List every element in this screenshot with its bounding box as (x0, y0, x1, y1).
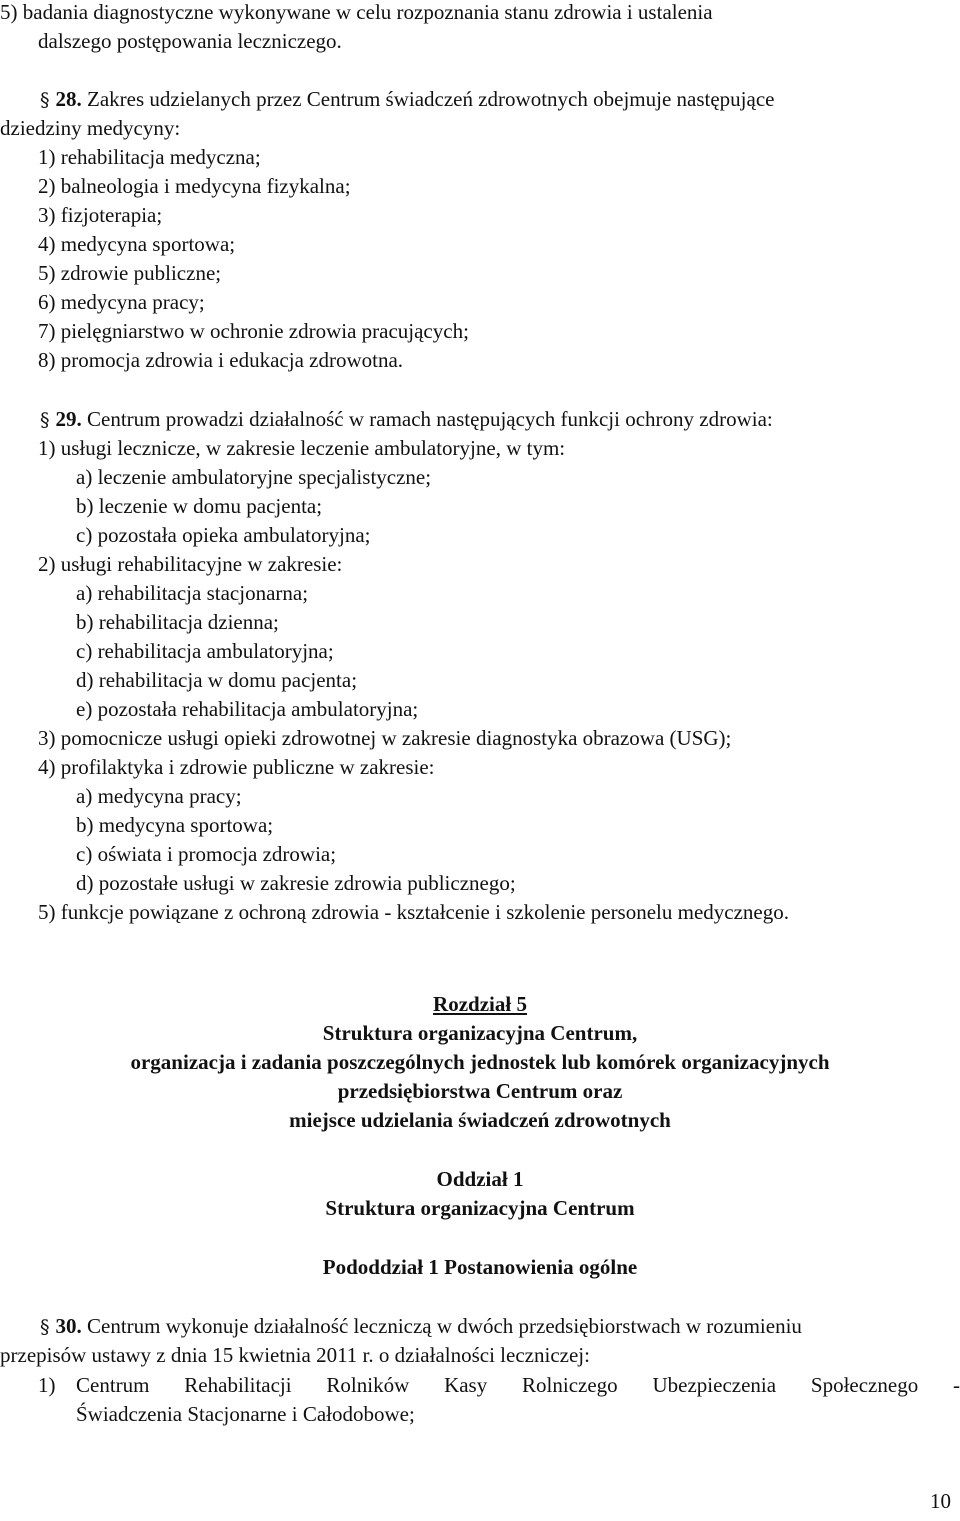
chapter-title-line: Struktura organizacyjna Centrum, (322, 1021, 638, 1045)
list-item: d) pozostałe usługi w zakresie zdrowia publicznego; (76, 871, 516, 895)
list-item: a) leczenie ambulatoryjne specjalistyczne; (76, 465, 432, 489)
paragraph-30-line-2: przepisów ustawy z dnia 15 kwietnia 2011 r. o działalności leczniczej: (0, 1343, 590, 1367)
list-item: c) rehabilitacja ambulatoryjna; (76, 639, 334, 663)
list-item: 5) funkcje powiązane z ochroną zdrowia - kształcenie i szkolenie personelu medycznego. (38, 900, 790, 924)
paragraph-number: 28. (55, 87, 82, 111)
chapter-title-line: przedsiębiorstwa Centrum oraz (337, 1079, 623, 1103)
paragraph-number: 30. (55, 1314, 82, 1338)
list-item: 8) promocja zdrowia i edukacja zdrowotna. (38, 348, 404, 372)
section-label: Oddział 1 (436, 1167, 524, 1191)
paragraph-text: Centrum wykonuje działalność leczniczą w dwóch przedsiębiorstwach w rozumieniu (87, 1314, 802, 1338)
paragraph-29-heading (40, 405, 773, 435)
chapter-label: Rozdział 5 (433, 992, 527, 1016)
section-sign: § (40, 409, 50, 431)
list-item: 3) fizjoterapia; (38, 203, 163, 227)
list-item: 1) rehabilitacja medyczna; (38, 145, 261, 169)
chapter-title-line: organizacja i zadania poszczególnych jednostek lub komórek organizacyjnych (130, 1050, 830, 1074)
subsection-title: Pododdział 1 Postanowienia ogólne (322, 1255, 638, 1279)
page-number: 10 (930, 1489, 951, 1513)
list-item: 3) pomocnicze usługi opieki zdrowotnej w zakresie diagnostyka obrazowa (USG); (38, 726, 732, 750)
list-item: 5) zdrowie publiczne; (38, 261, 222, 285)
list-item: e) pozostała rehabilitacja ambulatoryjna; (76, 697, 419, 721)
list-item: a) medycyna pracy; (76, 784, 242, 808)
list-item: 4) profilaktyka i zdrowie publiczne w zakresie: (38, 755, 435, 779)
list-item: b) leczenie w domu pacjenta; (76, 494, 323, 518)
intro-item-5-line-1: 5) badania diagnostyczne wykonywane w celu rozpoznania stanu zdrowia i ustalenia (0, 0, 713, 24)
list-item-continuation: Świadczenia Stacjonarne i Całodobowe; (76, 1402, 415, 1426)
list-item: c) pozostała opieka ambulatoryjna; (76, 523, 371, 547)
section-title: Struktura organizacyjna Centrum (325, 1196, 635, 1220)
list-item: b) rehabilitacja dzienna; (76, 610, 279, 634)
paragraph-number: 29. (55, 407, 82, 431)
paragraph-30-heading (40, 1312, 802, 1342)
list-item: 2) balneologia i medycyna fizykalna; (38, 174, 351, 198)
list-item-label: 1) (38, 1373, 56, 1397)
paragraph-text: Centrum prowadzi działalność w ramach następujących funkcji ochrony zdrowia: (87, 407, 773, 431)
intro-item-5-line-2: dalszego postępowania leczniczego. (38, 29, 342, 53)
list-item: c) oświata i promocja zdrowia; (76, 842, 337, 866)
list-item: 2) usługi rehabilitacyjne w zakresie: (38, 552, 343, 576)
chapter-title-line: miejsce udzielania świadczeń zdrowotnych (289, 1108, 671, 1132)
paragraph-28-line-2: dziedziny medycyny: (0, 116, 181, 140)
section-sign: § (40, 1316, 50, 1338)
list-item: b) medycyna sportowa; (76, 813, 274, 837)
list-item: 7) pielęgniarstwo w ochronie zdrowia pracujących; (38, 319, 469, 343)
paragraph-28-heading (40, 85, 774, 115)
list-item: 4) medycyna sportowa; (38, 232, 236, 256)
list-item: Centrum Rehabilitacji Rolników Kasy Rolniczego Ubezpieczenia Społecznego - (76, 1373, 960, 1397)
list-item: 6) medycyna pracy; (38, 290, 205, 314)
list-item: d) rehabilitacja w domu pacjenta; (76, 668, 358, 692)
list-item: 1) usługi lecznicze, w zakresie leczenie ambulatoryjne, w tym: (38, 436, 566, 460)
paragraph-text: Zakres udzielanych przez Centrum świadczeń zdrowotnych obejmuje następujące (87, 87, 775, 111)
section-sign: § (40, 89, 50, 111)
list-item: a) rehabilitacja stacjonarna; (76, 581, 309, 605)
